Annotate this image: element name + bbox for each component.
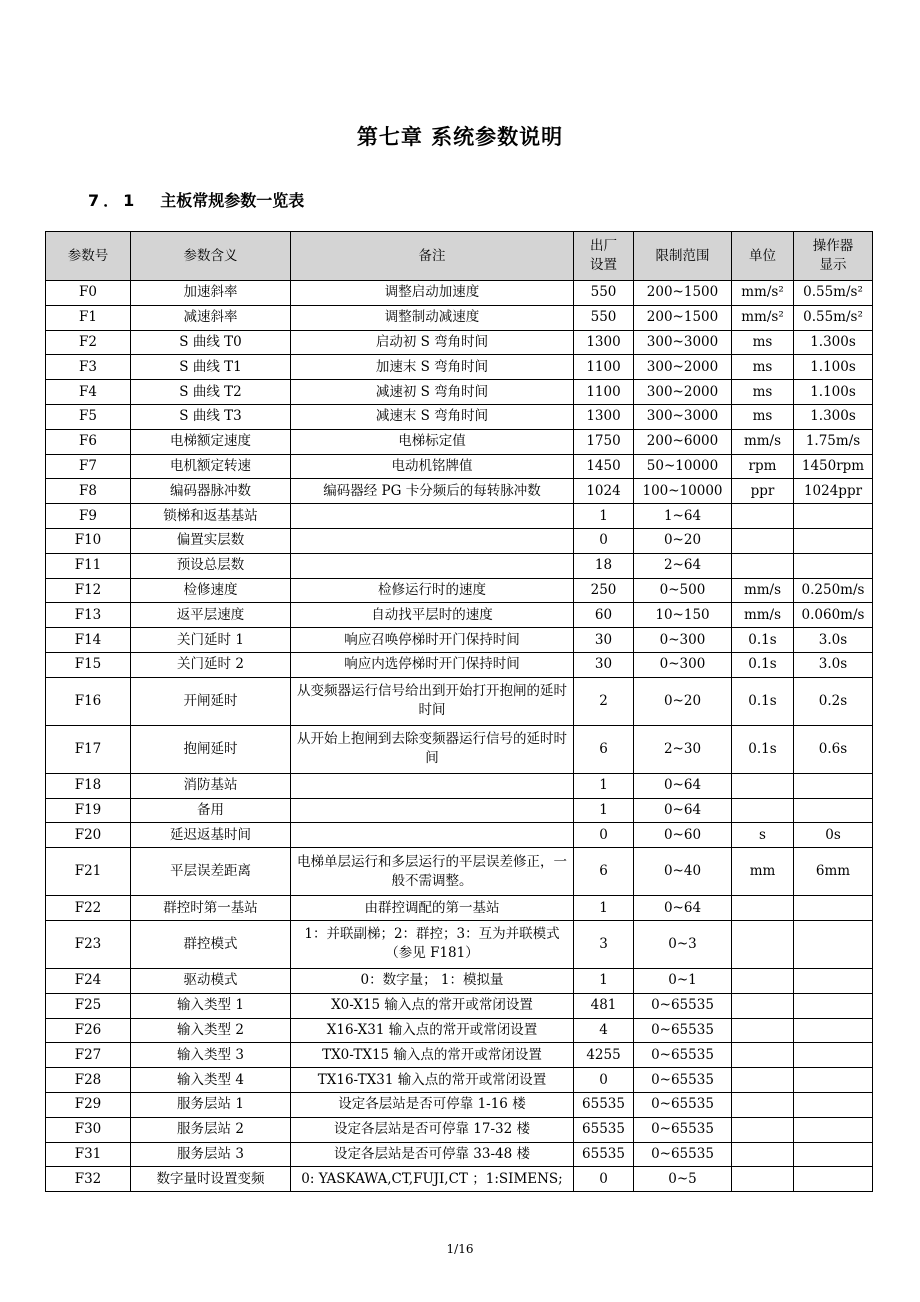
cell-factory-default: 30 [574,628,634,653]
cell-display [794,896,873,921]
table-row [46,504,873,529]
cell-range: 300~2000 [634,355,732,380]
cell-param-id: F6 [46,429,131,454]
cell-param-id: F10 [46,528,131,553]
cell-param-meaning: 加速斜率 [131,281,291,306]
cell-range: 1~64 [634,504,732,529]
table-row [46,1167,873,1192]
cell-param-meaning: 抱闸延时 [131,725,291,773]
header-param-id: 参数号 [46,232,131,281]
cell-note: 响应内选停梯时开门保持时间 [291,652,574,677]
section-number: 7．1 [88,191,139,210]
cell-range: 0~300 [634,628,732,653]
cell-range: 0~5 [634,1167,732,1192]
cell-range: 0~20 [634,677,732,725]
cell-factory-default: 1 [574,896,634,921]
header-factory-default: 出厂设置 [574,232,634,281]
cell-range: 0~3 [634,920,732,968]
cell-factory-default: 1 [574,504,634,529]
cell-param-id: F23 [46,920,131,968]
cell-note: 从开始上抱闸到去除变频器运行信号的延时时间 [291,725,574,773]
table-row [46,281,873,306]
cell-factory-default: 481 [574,993,634,1018]
cell-display: 0s [794,823,873,848]
header-param-meaning: 参数含义 [131,232,291,281]
cell-note: 0: YASKAWA,CT,FUJI,CT ；1:SIMENS; [291,1167,574,1192]
cell-range: 0~20 [634,528,732,553]
section-title: 主板常规参数一览表 [160,191,305,210]
cell-note: X0-X15 输入点的常开或常闭设置 [291,993,574,1018]
cell-range: 100~10000 [634,479,732,504]
cell-param-meaning: 延迟返基时间 [131,823,291,848]
cell-note: 设定各层站是否可停靠 1-16 楼 [291,1092,574,1117]
cell-unit: 0.1s [732,652,794,677]
cell-param-id: F13 [46,603,131,628]
cell-note: 从变频器运行信号给出到开始打开抱闸的延时时间 [291,677,574,725]
cell-note: TX0-TX15 输入点的常开或常闭设置 [291,1043,574,1068]
cell-display: 0.55m/s² [794,281,873,306]
cell-unit: ms [732,404,794,429]
cell-display: 1.100s [794,355,873,380]
cell-unit: mm/s [732,603,794,628]
table-row [46,725,873,773]
cell-param-meaning: 服务层站 1 [131,1092,291,1117]
cell-param-id: F7 [46,454,131,479]
cell-factory-default: 550 [574,281,634,306]
cell-param-id: F18 [46,773,131,798]
cell-unit [732,896,794,921]
cell-display: 0.250m/s [794,578,873,603]
cell-param-id: F24 [46,968,131,993]
cell-unit [732,773,794,798]
cell-param-meaning: 关门延时 2 [131,652,291,677]
table-body [46,281,873,1192]
cell-param-meaning: 服务层站 2 [131,1117,291,1142]
cell-param-id: F14 [46,628,131,653]
cell-unit: mm/s [732,429,794,454]
cell-range: 0~500 [634,578,732,603]
cell-param-meaning: 服务层站 3 [131,1142,291,1167]
cell-param-id: F31 [46,1142,131,1167]
cell-factory-default: 1 [574,773,634,798]
cell-range: 0~65535 [634,1142,732,1167]
cell-factory-default: 0 [574,823,634,848]
cell-param-meaning: 编码器脉冲数 [131,479,291,504]
table-row [46,798,873,823]
cell-param-id: F26 [46,1018,131,1043]
cell-display: 1024ppr [794,479,873,504]
cell-range: 0~64 [634,773,732,798]
cell-param-id: F4 [46,380,131,405]
cell-display [794,773,873,798]
cell-range: 200~6000 [634,429,732,454]
table-row [46,848,873,896]
cell-factory-default: 550 [574,305,634,330]
cell-param-id: F8 [46,479,131,504]
cell-param-meaning: 电梯额定速度 [131,429,291,454]
table-row [46,677,873,725]
cell-factory-default: 4 [574,1018,634,1043]
cell-factory-default: 65535 [574,1117,634,1142]
cell-param-id: F12 [46,578,131,603]
cell-range: 0~1 [634,968,732,993]
cell-range: 0~64 [634,798,732,823]
cell-factory-default: 1300 [574,330,634,355]
cell-display: 1450rpm [794,454,873,479]
table-row [46,404,873,429]
cell-param-id: F25 [46,993,131,1018]
cell-factory-default: 4255 [574,1043,634,1068]
cell-param-id: F20 [46,823,131,848]
cell-param-id: F32 [46,1167,131,1192]
cell-note: 编码器经 PG 卡分频后的每转脉冲数 [291,479,574,504]
cell-param-meaning: 锁梯和返基基站 [131,504,291,529]
cell-note: 电动机铭牌值 [291,454,574,479]
cell-param-meaning: 群控模式 [131,920,291,968]
cell-unit [732,504,794,529]
cell-range: 200~1500 [634,281,732,306]
table-row [46,528,873,553]
cell-param-meaning: 关门延时 1 [131,628,291,653]
cell-range: 200~1500 [634,305,732,330]
cell-unit [732,1043,794,1068]
cell-factory-default: 65535 [574,1092,634,1117]
cell-unit: ms [732,355,794,380]
cell-display: 0.060m/s [794,603,873,628]
cell-param-meaning: 开闸延时 [131,677,291,725]
cell-range: 2~64 [634,553,732,578]
cell-display: 0.6s [794,725,873,773]
cell-note: 调整制动减速度 [291,305,574,330]
cell-param-id: F1 [46,305,131,330]
cell-note: 启动初 S 弯角时间 [291,330,574,355]
cell-factory-default: 1100 [574,355,634,380]
cell-unit: rpm [732,454,794,479]
cell-display [794,1142,873,1167]
table-header-row [46,232,873,281]
cell-param-meaning: 备用 [131,798,291,823]
cell-note: TX16-TX31 输入点的常开或常闭设置 [291,1068,574,1093]
cell-unit [732,798,794,823]
cell-factory-default: 1750 [574,429,634,454]
table-row [46,1018,873,1043]
cell-param-id: F21 [46,848,131,896]
table-row [46,578,873,603]
cell-unit: s [732,823,794,848]
cell-param-meaning: 消防基站 [131,773,291,798]
cell-param-meaning: 预设总层数 [131,553,291,578]
cell-unit: mm/s² [732,305,794,330]
cell-unit [732,920,794,968]
cell-param-meaning: S 曲线 T2 [131,380,291,405]
cell-unit: mm/s [732,578,794,603]
cell-param-meaning: 输入类型 2 [131,1018,291,1043]
cell-display [794,1167,873,1192]
cell-unit: ppr [732,479,794,504]
cell-unit [732,528,794,553]
cell-factory-default: 0 [574,1068,634,1093]
cell-unit [732,1167,794,1192]
parameter-table [45,231,873,1192]
cell-param-id: F15 [46,652,131,677]
table-row [46,305,873,330]
table-row [46,355,873,380]
page-number: 1/16 [446,1242,474,1256]
chapter-title: 第七章 系统参数说明 [356,125,564,149]
cell-note: 自动找平层时的速度 [291,603,574,628]
cell-note: X16-X31 输入点的常开或常闭设置 [291,1018,574,1043]
cell-param-id: F9 [46,504,131,529]
cell-note: 加速末 S 弯角时间 [291,355,574,380]
cell-note: 减速末 S 弯角时间 [291,404,574,429]
cell-unit [732,1092,794,1117]
cell-param-meaning: S 曲线 T0 [131,330,291,355]
table-row [46,454,873,479]
cell-param-meaning: 数字量时设置变频 [131,1167,291,1192]
table-row [46,1142,873,1167]
cell-range: 300~3000 [634,330,732,355]
cell-display [794,1068,873,1093]
table-row [46,823,873,848]
table-row [46,1043,873,1068]
cell-note: 检修运行时的速度 [291,578,574,603]
cell-display [794,1018,873,1043]
table-row [46,993,873,1018]
cell-note [291,553,574,578]
cell-display [794,1043,873,1068]
cell-note [291,823,574,848]
cell-range: 0~65535 [634,1018,732,1043]
cell-range: 0~60 [634,823,732,848]
cell-display [794,1092,873,1117]
cell-factory-default: 250 [574,578,634,603]
cell-display [794,1117,873,1142]
table-row [46,773,873,798]
cell-param-meaning: S 曲线 T1 [131,355,291,380]
cell-factory-default: 0 [574,528,634,553]
cell-unit: mm/s² [732,281,794,306]
table-row [46,330,873,355]
cell-factory-default: 1300 [574,404,634,429]
cell-range: 0~65535 [634,1068,732,1093]
header-note: 备注 [291,232,574,281]
cell-factory-default: 1024 [574,479,634,504]
cell-factory-default: 30 [574,652,634,677]
cell-param-id: F17 [46,725,131,773]
table-row [46,380,873,405]
header-range: 限制范围 [634,232,732,281]
header-unit: 单位 [732,232,794,281]
cell-param-meaning: 平层误差距离 [131,848,291,896]
cell-factory-default: 65535 [574,1142,634,1167]
cell-note [291,528,574,553]
cell-param-meaning: 驱动模式 [131,968,291,993]
cell-factory-default: 1 [574,798,634,823]
cell-factory-default: 2 [574,677,634,725]
cell-unit [732,553,794,578]
table-row [46,968,873,993]
cell-param-id: F28 [46,1068,131,1093]
cell-display: 0.55m/s² [794,305,873,330]
cell-param-id: F0 [46,281,131,306]
cell-param-meaning: 输入类型 3 [131,1043,291,1068]
section-heading [88,188,304,211]
cell-param-id: F27 [46,1043,131,1068]
cell-note: 0：数字量； 1：模拟量 [291,968,574,993]
cell-unit: 0.1s [732,677,794,725]
cell-unit: 0.1s [732,725,794,773]
cell-display: 1.300s [794,404,873,429]
table-row [46,920,873,968]
cell-note: 调整启动加速度 [291,281,574,306]
cell-param-id: F22 [46,896,131,921]
cell-note [291,504,574,529]
cell-display [794,553,873,578]
cell-note: 设定各层站是否可停靠 17-32 楼 [291,1117,574,1142]
cell-unit [732,968,794,993]
cell-factory-default: 1 [574,968,634,993]
table-row [46,1068,873,1093]
cell-range: 300~3000 [634,404,732,429]
cell-range: 0~65535 [634,993,732,1018]
cell-range: 0~65535 [634,1092,732,1117]
cell-param-id: F30 [46,1117,131,1142]
cell-unit [732,1142,794,1167]
cell-param-meaning: 输入类型 1 [131,993,291,1018]
table-row [46,603,873,628]
cell-note: 由群控调配的第一基站 [291,896,574,921]
table-row [46,429,873,454]
cell-factory-default: 1100 [574,380,634,405]
cell-param-id: F5 [46,404,131,429]
cell-note [291,798,574,823]
cell-unit [732,993,794,1018]
cell-range: 0~40 [634,848,732,896]
cell-range: 300~2000 [634,380,732,405]
cell-factory-default: 0 [574,1167,634,1192]
cell-note: 设定各层站是否可停靠 33-48 楼 [291,1142,574,1167]
cell-note: 电梯单层运行和多层运行的平层误差修正，一般不需调整。 [291,848,574,896]
cell-param-meaning: 返平层速度 [131,603,291,628]
cell-display [794,968,873,993]
cell-param-meaning: 电机额定转速 [131,454,291,479]
cell-factory-default: 60 [574,603,634,628]
cell-note: 电梯标定值 [291,429,574,454]
cell-param-id: F3 [46,355,131,380]
cell-unit: 0.1s [732,628,794,653]
cell-range: 0~65535 [634,1117,732,1142]
cell-unit [732,1068,794,1093]
cell-range: 0~300 [634,652,732,677]
cell-display: 3.0s [794,628,873,653]
cell-display: 3.0s [794,652,873,677]
cell-unit: ms [732,330,794,355]
table-row [46,896,873,921]
cell-param-id: F29 [46,1092,131,1117]
cell-range: 50~10000 [634,454,732,479]
cell-param-meaning: 检修速度 [131,578,291,603]
cell-param-id: F19 [46,798,131,823]
cell-param-id: F2 [46,330,131,355]
cell-unit: ms [732,380,794,405]
cell-display [794,528,873,553]
cell-unit: mm [732,848,794,896]
cell-factory-default: 18 [574,553,634,578]
table-row [46,628,873,653]
cell-display [794,920,873,968]
cell-display [794,993,873,1018]
cell-param-id: F11 [46,553,131,578]
cell-range: 0~64 [634,896,732,921]
cell-factory-default: 6 [574,725,634,773]
cell-range: 10~150 [634,603,732,628]
table-row [46,652,873,677]
cell-param-meaning: 减速斜率 [131,305,291,330]
cell-unit [732,1018,794,1043]
cell-unit [732,1117,794,1142]
cell-range: 2~30 [634,725,732,773]
cell-param-meaning: 偏置实层数 [131,528,291,553]
cell-note: 减速初 S 弯角时间 [291,380,574,405]
cell-display [794,798,873,823]
cell-note: 响应召唤停梯时开门保持时间 [291,628,574,653]
cell-factory-default: 3 [574,920,634,968]
cell-display: 1.300s [794,330,873,355]
cell-display: 1.75m/s [794,429,873,454]
cell-factory-default: 6 [574,848,634,896]
table-row [46,1117,873,1142]
cell-note: 1：并联副梯；2：群控；3：互为并联模式（参见 F181） [291,920,574,968]
header-display: 操作器显示 [794,232,873,281]
cell-display [794,504,873,529]
cell-factory-default: 1450 [574,454,634,479]
table-row [46,553,873,578]
cell-param-meaning: 群控时第一基站 [131,896,291,921]
cell-range: 0~65535 [634,1043,732,1068]
cell-display: 6mm [794,848,873,896]
cell-param-id: F16 [46,677,131,725]
cell-param-meaning: 输入类型 4 [131,1068,291,1093]
table-row [46,1092,873,1117]
table-row [46,479,873,504]
cell-display: 1.100s [794,380,873,405]
cell-display: 0.2s [794,677,873,725]
cell-note [291,773,574,798]
cell-param-meaning: S 曲线 T3 [131,404,291,429]
